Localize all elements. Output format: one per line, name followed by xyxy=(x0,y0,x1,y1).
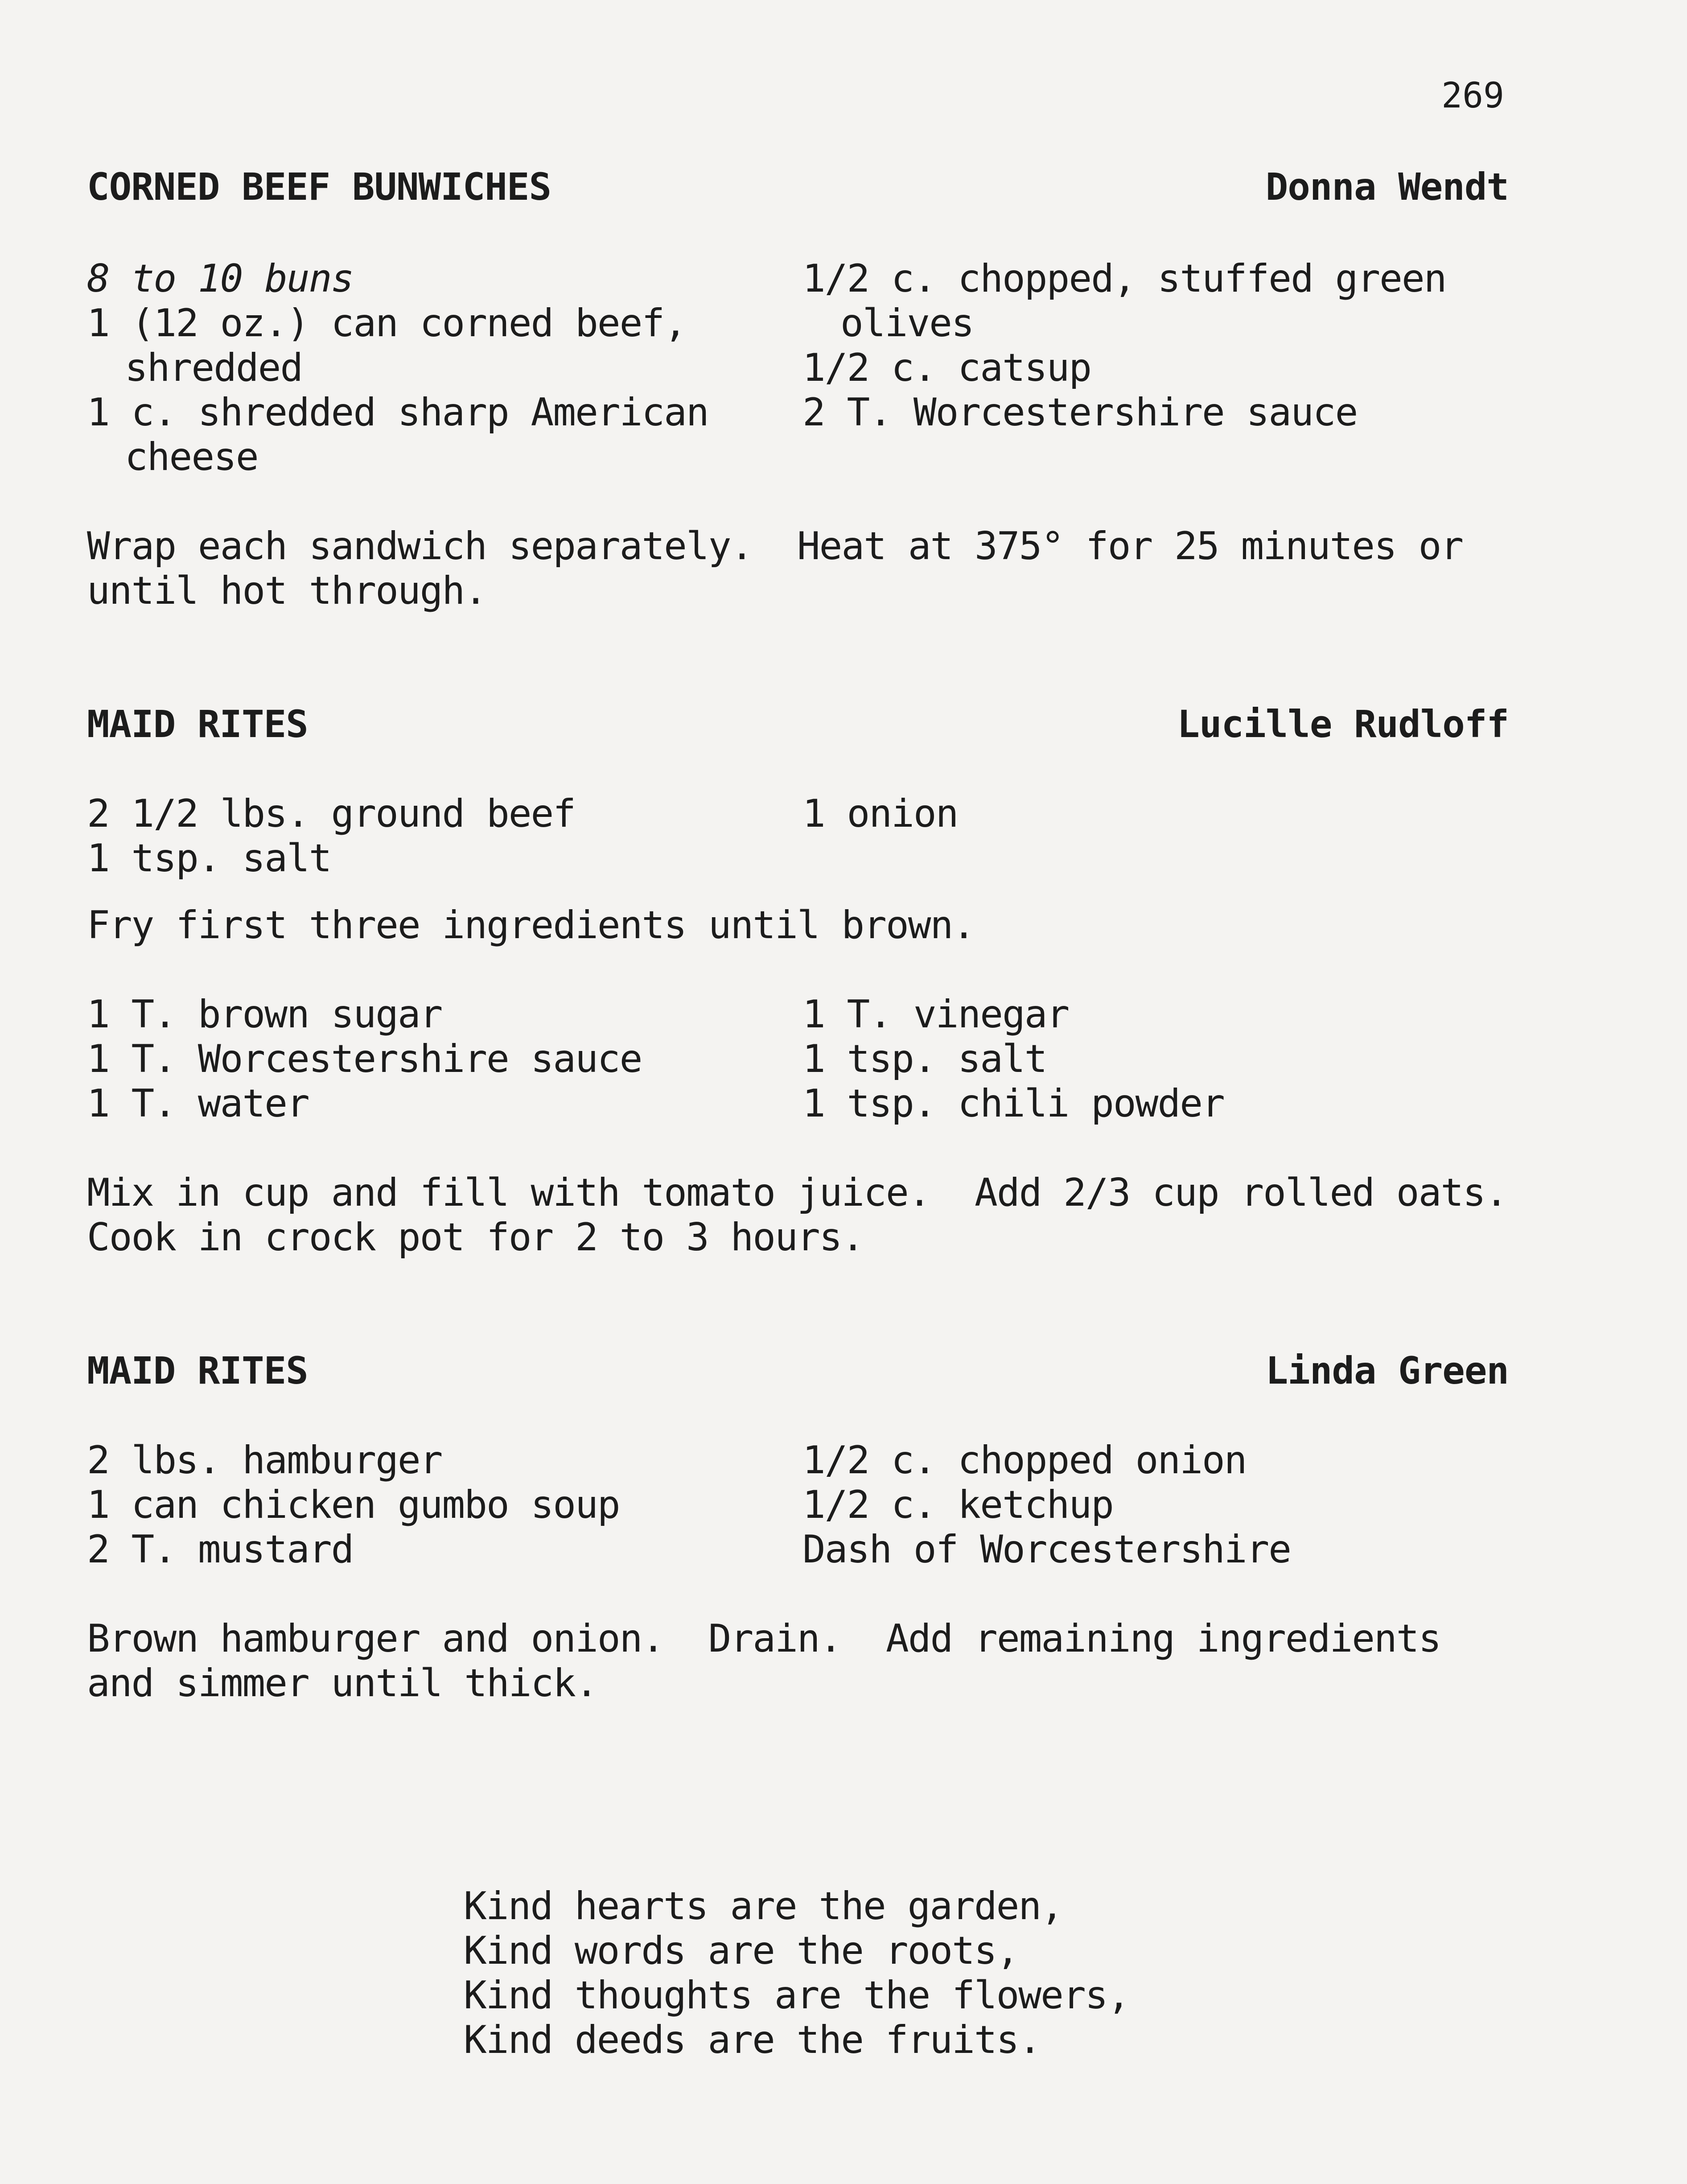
ingredient: 1 tsp. salt xyxy=(87,836,331,881)
ingredient: 1 c. shredded sharp American xyxy=(87,390,708,435)
poem-line: Kind deeds are the fruits. xyxy=(464,2018,1041,2062)
ingredient: 1 T. water xyxy=(87,1081,309,1126)
ingredient: 1/2 c. catsup xyxy=(802,346,1091,390)
page-number: 269 xyxy=(1441,76,1504,116)
poem-line: Kind hearts are the garden, xyxy=(464,1884,1063,1929)
recipe-author-lucille-rudloff: Lucille Rudloff xyxy=(1177,702,1509,746)
directions: Fry first three ingredients until brown. xyxy=(87,903,975,948)
directions: Mix in cup and fill with tomato juice. Add 2/3 cup rolled oats. xyxy=(87,1170,1507,1215)
recipe-author-donna-wendt: Donna Wendt xyxy=(1265,165,1509,209)
ingredient: 2 1/2 lbs. ground beef xyxy=(87,791,576,836)
ingredient: shredded xyxy=(125,346,303,390)
ingredient: 1 T. brown sugar xyxy=(87,992,442,1037)
ingredient: 1/2 c. ketchup xyxy=(802,1483,1113,1527)
ingredient: 1 T. Worcestershire sauce xyxy=(87,1037,642,1081)
recipe-title-maid-rites-2: MAID RITES xyxy=(87,1349,308,1393)
ingredient: 8 to 10 buns xyxy=(87,256,354,301)
poem-line: Kind thoughts are the flowers, xyxy=(464,1973,1130,2018)
ingredient: 1 T. vinegar xyxy=(802,992,1069,1037)
ingredient: 2 lbs. hamburger xyxy=(87,1438,442,1483)
directions: Wrap each sandwich separately. Heat at 375° for 25 minutes or xyxy=(87,524,1463,569)
ingredient: 1 (12 oz.) can corned beef, xyxy=(87,301,686,346)
recipe-author-linda-green: Linda Green xyxy=(1265,1349,1509,1393)
ingredient: cheese xyxy=(125,435,258,479)
ingredient: 2 T. Worcestershire sauce xyxy=(802,390,1358,435)
recipe-title-corned-beef-bunwiches: CORNED BEEF BUNWICHES xyxy=(87,165,551,209)
ingredient: 1 can chicken gumbo soup xyxy=(87,1483,620,1527)
recipe-title-maid-rites: MAID RITES xyxy=(87,702,308,746)
directions: Brown hamburger and onion. Drain. Add remaining ingredients xyxy=(87,1616,1441,1661)
ingredient: 1 tsp. chili powder xyxy=(802,1081,1224,1126)
ingredient: 2 T. mustard xyxy=(87,1527,354,1572)
directions: and simmer until thick. xyxy=(87,1661,597,1706)
directions: Cook in crock pot for 2 to 3 hours. xyxy=(87,1215,864,1260)
ingredient: 1/2 c. chopped onion xyxy=(802,1438,1247,1483)
ingredient: 1 onion xyxy=(802,791,958,836)
ingredient: 1 tsp. salt xyxy=(802,1037,1047,1081)
poem-line: Kind words are the roots, xyxy=(464,1929,1019,1973)
ingredient: olives xyxy=(840,301,974,346)
directions: until hot through. xyxy=(87,569,486,613)
ingredient: 1/2 c. chopped, stuffed green xyxy=(802,256,1446,301)
ingredient: Dash of Worcestershire xyxy=(802,1527,1291,1572)
